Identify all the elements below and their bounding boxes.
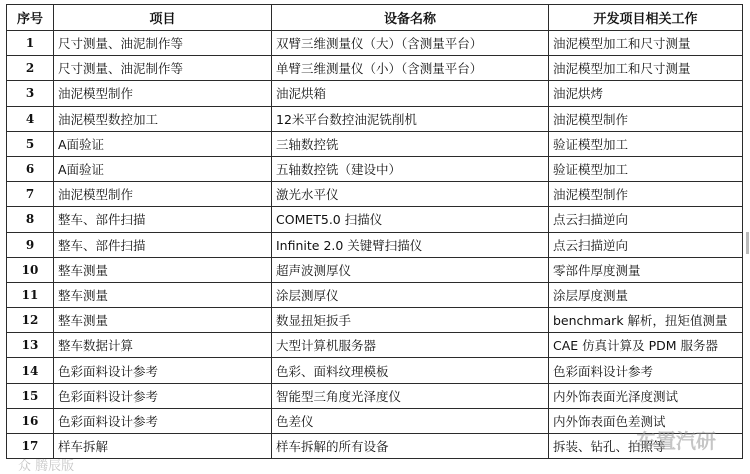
cell-project: 油泥模型制作: [54, 81, 272, 106]
cell-project: 油泥模型制作: [54, 182, 272, 207]
cell-device: 样车拆解的所有设备: [272, 434, 549, 459]
cell-work: 内外饰表面光泽度测试: [549, 383, 743, 408]
cell-work: 涂层厚度测量: [549, 282, 743, 307]
cell-work: 油泥模型制作: [549, 106, 743, 131]
cell-work: 零部件厚度测量: [549, 257, 743, 282]
table-row: [7, 207, 743, 232]
cell-index: 14: [7, 358, 54, 383]
cell-index: 17: [7, 434, 54, 459]
header-row: [7, 5, 743, 31]
cell-work: 油泥模型制作: [549, 182, 743, 207]
table-row: [7, 282, 743, 307]
cell-index: 15: [7, 383, 54, 408]
watermark-left: 众 腾辰版: [18, 459, 75, 474]
cell-device: 五轴数控铣（建设中）: [272, 156, 549, 181]
cell-work: 油泥烘烤: [549, 81, 743, 106]
table-row: [7, 56, 743, 81]
cell-device: 双臂三维测量仪（大）（含测量平台）: [272, 31, 549, 56]
header-work: 开发项目相关工作: [549, 5, 743, 31]
cell-project: 整车测量: [54, 257, 272, 282]
cell-project: 尺寸测量、油泥制作等: [54, 56, 272, 81]
table-row: [7, 358, 743, 383]
cell-work: 拆装、钻孔、拍照等: [549, 434, 743, 459]
table-row: [7, 31, 743, 56]
cell-device: 激光水平仪: [272, 182, 549, 207]
cell-work: 点云扫描逆向: [549, 207, 743, 232]
cell-device: 单臂三维测量仪（小）（含测量平台）: [272, 56, 549, 81]
cell-project: 整车测量: [54, 282, 272, 307]
cell-device: 色彩、面料纹理模板: [272, 358, 549, 383]
cell-work: benchmark 解析，扭矩值测量: [549, 308, 743, 333]
header-project: 项目: [54, 5, 272, 31]
cell-work: 验证模型加工: [549, 156, 743, 181]
cell-device: Infinite 2.0 关键臂扫描仪: [272, 232, 549, 257]
equipment-table: [6, 4, 743, 459]
cell-index: 13: [7, 333, 54, 358]
table-row: [7, 434, 743, 459]
table-row: [7, 383, 743, 408]
cell-project: 整车、部件扫描: [54, 232, 272, 257]
table-row: [7, 257, 743, 282]
cell-index: 3: [7, 81, 54, 106]
cell-project: 色彩面料设计参考: [54, 383, 272, 408]
cell-index: 8: [7, 207, 54, 232]
cell-project: A面验证: [54, 131, 272, 156]
cell-index: 9: [7, 232, 54, 257]
cell-device: 数显扭矩扳手: [272, 308, 549, 333]
cell-project: 油泥模型数控加工: [54, 106, 272, 131]
table-row: [7, 408, 743, 433]
cell-work: 内外饰表面色差测试: [549, 408, 743, 433]
cell-index: 16: [7, 408, 54, 433]
cell-device: 大型计算机服务器: [272, 333, 549, 358]
cell-index: 6: [7, 156, 54, 181]
table-row: [7, 232, 743, 257]
cell-device: 智能型三角度光泽度仪: [272, 383, 549, 408]
cell-device: 三轴数控铣: [272, 131, 549, 156]
cell-project: 整车测量: [54, 308, 272, 333]
cell-device: 油泥烘箱: [272, 81, 549, 106]
cell-work: 油泥模型加工和尺寸测量: [549, 56, 743, 81]
cell-work: 色彩面料设计参考: [549, 358, 743, 383]
table-row: [7, 182, 743, 207]
cell-index: 10: [7, 257, 54, 282]
cell-device: 12米平台数控油泥铣削机: [272, 106, 549, 131]
table-row: [7, 131, 743, 156]
cell-index: 4: [7, 106, 54, 131]
cell-device: COMET5.0 扫描仪: [272, 207, 549, 232]
scrollbar-thumb[interactable]: [746, 232, 749, 254]
header-index: 序号: [7, 5, 54, 31]
cell-work: CAE 仿真计算及 PDM 服务器: [549, 333, 743, 358]
table-row: [7, 81, 743, 106]
cell-index: 11: [7, 282, 54, 307]
cell-work: 油泥模型加工和尺寸测量: [549, 31, 743, 56]
cell-index: 7: [7, 182, 54, 207]
cell-work: 点云扫描逆向: [549, 232, 743, 257]
table-row: [7, 106, 743, 131]
cell-project: 尺寸测量、油泥制作等: [54, 31, 272, 56]
cell-project: A面验证: [54, 156, 272, 181]
cell-project: 整车、部件扫描: [54, 207, 272, 232]
cell-device: 涂层测厚仪: [272, 282, 549, 307]
cell-project: 色彩面料设计参考: [54, 408, 272, 433]
watermark-right: 车置汽研: [636, 429, 716, 453]
cell-index: 12: [7, 308, 54, 333]
header-device: 设备名称: [272, 5, 549, 31]
cell-device: 色差仪: [272, 408, 549, 433]
cell-work: 验证模型加工: [549, 131, 743, 156]
table-row: [7, 308, 743, 333]
cell-index: 2: [7, 56, 54, 81]
table-row: [7, 156, 743, 181]
cell-project: 样车拆解: [54, 434, 272, 459]
table-row: [7, 333, 743, 358]
table-header: [7, 5, 743, 31]
table-body: [7, 31, 743, 459]
cell-project: 整车数据计算: [54, 333, 272, 358]
cell-index: 1: [7, 31, 54, 56]
cell-index: 5: [7, 131, 54, 156]
cell-project: 色彩面料设计参考: [54, 358, 272, 383]
cell-device: 超声波测厚仪: [272, 257, 549, 282]
